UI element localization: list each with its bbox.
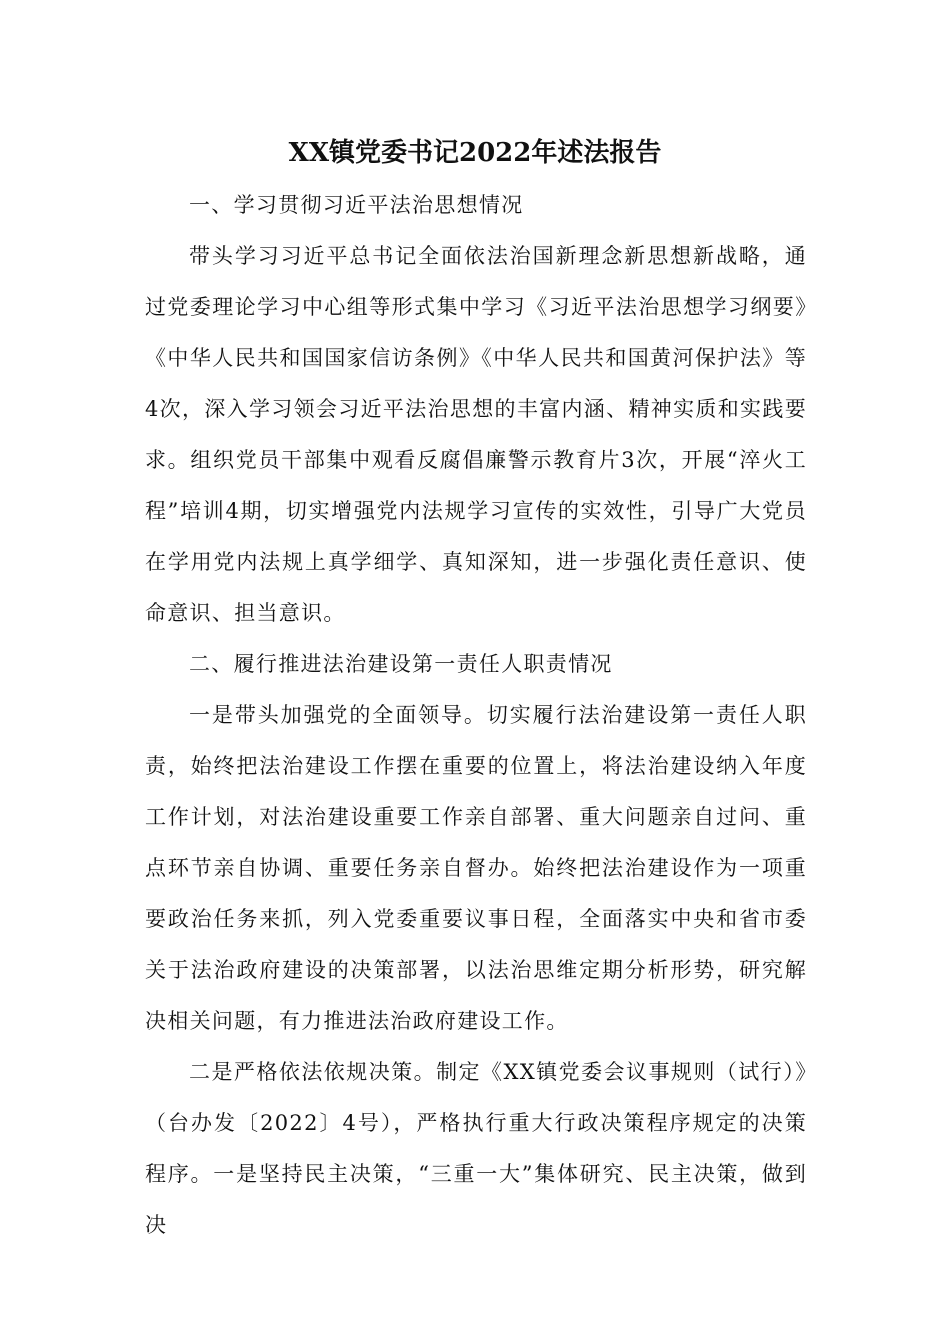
paragraph-lawful-decisions: 二是严格依法依规决策。制定《XX镇党委会议事规则（试行）》（台办发〔2022〕4号），严格执行重大行政决策程序规定的决策程序。一是坚持民主决策，“三重一大”集体研究、民主决策，做到决 xyxy=(145,1060,807,1237)
document-title: XX镇党委书记2022年述法报告 xyxy=(288,138,662,168)
paragraph-study-law: 带头学习习近平总书记全面依法治国新理念新思想新战略，通过党委理论学习中心组等形式集中学习《习近平法治思想学习纲要》《中华人民共和国国家信访条例》《中华人民共和国黄河保护法》等4次，深入学习领会习近平法治思想的丰富内涵、精神实质和实践要求。组织党员干部集中观看反腐倡廉警示教育片3次，开展“淬火工程”培训4期，切实增强党内法规学习宣传的实效性，引导广大党员在学用党内法规上真学细学、真知深知，进一步强化责任意识、使命意识、担当意识。 xyxy=(145,244,807,625)
section-heading-1: 一、学习贯彻习近平法治思想情况 xyxy=(189,193,524,217)
paragraph-party-leadership: 一是带头加强党的全面领导。切实履行法治建设第一责任人职责，始终把法治建设工作摆在重要的位置上，将法治建设纳入年度工作计划，对法治建设重要工作亲自部署、重大问题亲自过问、重点环节亲自协调、重要任务亲自督办。始终把法治建设作为一项重要政治任务来抓，列入党委重要议事日程，全面落实中央和省市委关于法治政府建设的决策部署，以法治思维定期分析形势，研究解决相关问题，有力推进法治政府建设工作。 xyxy=(145,703,807,1033)
section-heading-2: 二、履行推进法治建设第一责任人职责情况 xyxy=(189,652,613,676)
document-body xyxy=(145,180,807,1251)
